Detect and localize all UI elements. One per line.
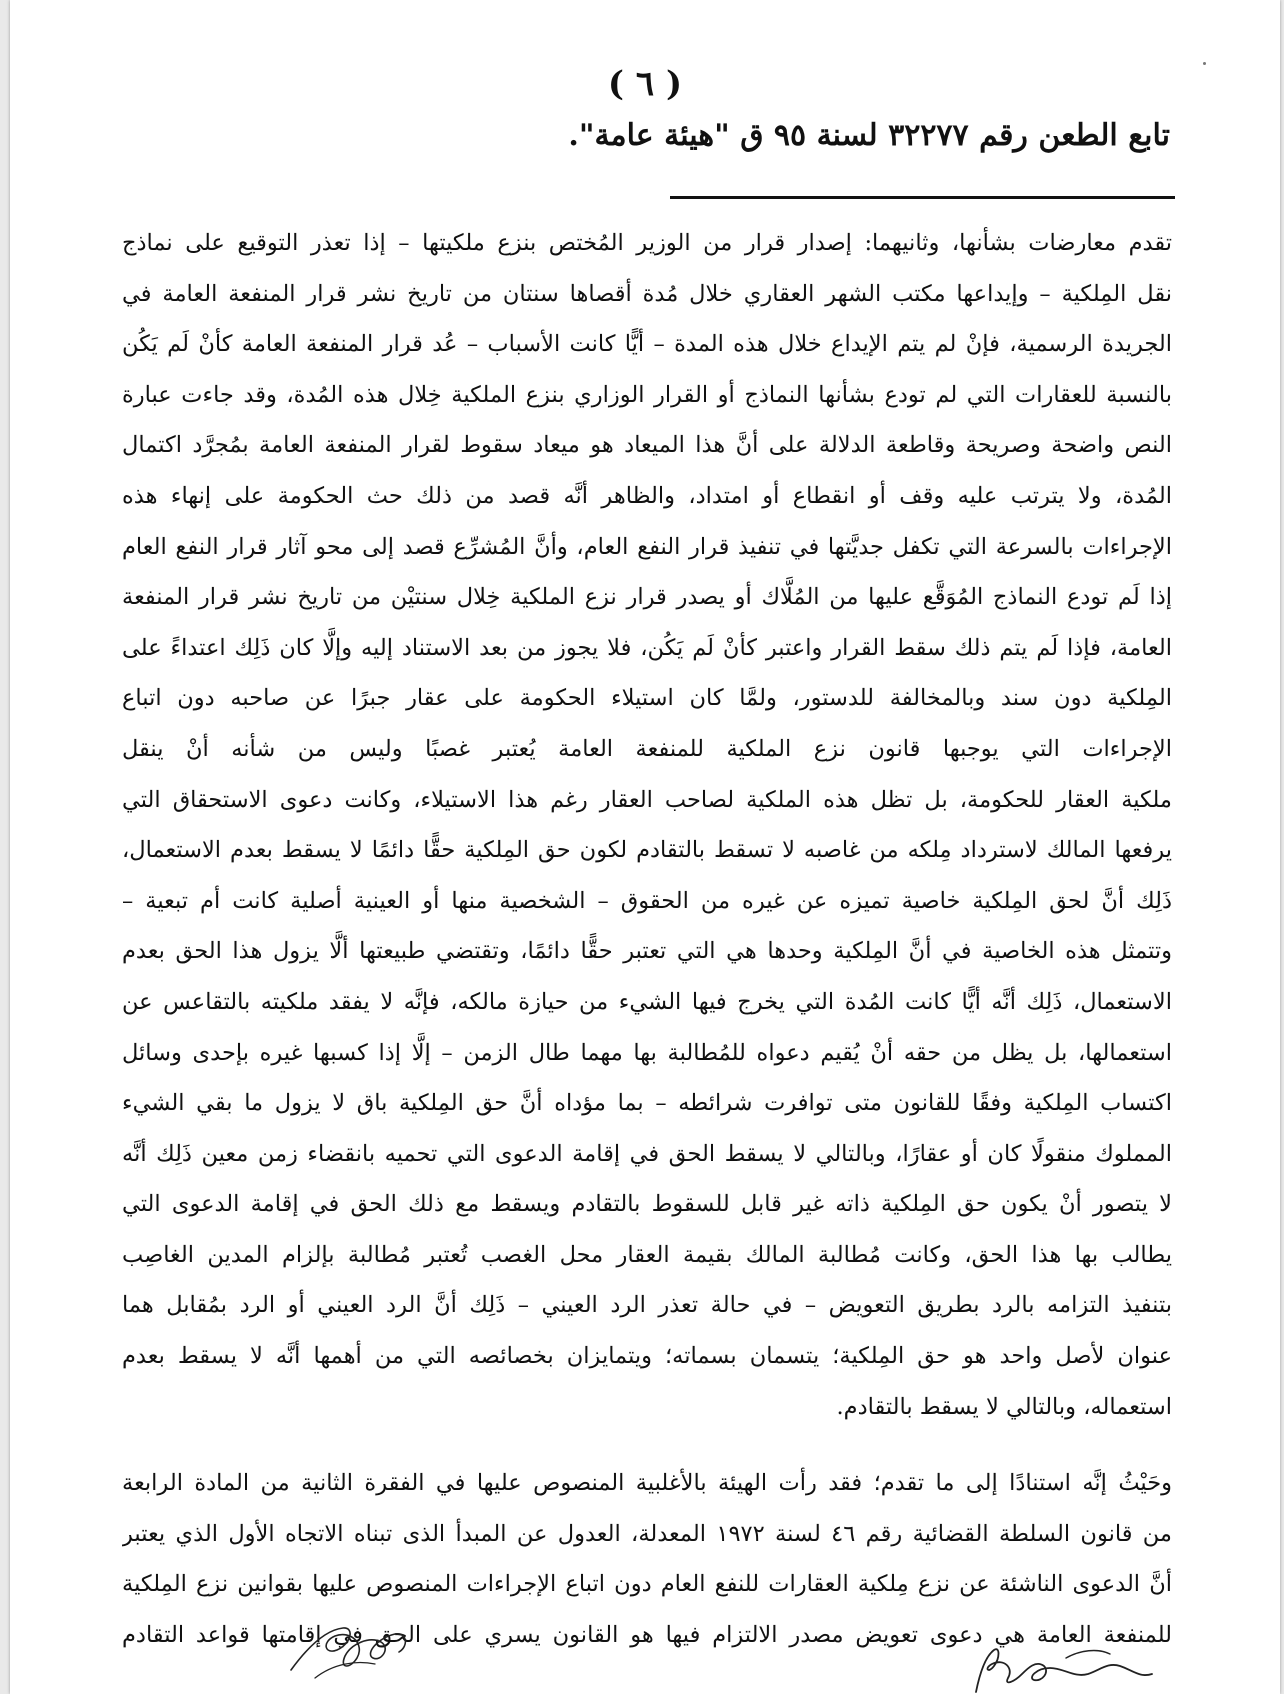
text-line: اكتساب المِلكية وفقًا للقانون متى توافرت شرائطه – بما مؤداه أنَّ حق المِلكية باق لا يزول ما بقي الشيء — [122, 1090, 1172, 1117]
body-text — [122, 218, 1172, 1661]
text-line: يرفعها المالك لاسترداد مِلكه من غاصبه لا تسقط بالتقادم لكون حق المِلكية حقًّا دائمًا لا يسقط بعدم الاستعمال، — [122, 837, 1172, 864]
text-line: المِلكية دون سند وبالمخالفة للدستور، ولمَّا كان استيلاء الحكومة على عقار جبرًا عن صاحبه دون اتباع — [122, 685, 1172, 712]
text-line: تقدم معارضات بشأنها، وثانيهما: إصدار قرار من الوزير المُختص بنزع ملكيتها – إذا تعذر التوقيع على نماذج — [122, 230, 1172, 256]
text-line: استعمالها، بل يظل من حقه أنْ يُقيم دعواه للمُطالبة بها مهما طال الزمن – إلَّا إذا كسبها غيره بإحدى وسائل — [122, 1039, 1172, 1066]
paragraph-2 — [122, 1458, 1172, 1660]
document-page — [10, 0, 1280, 1694]
text-line: يطالب بها هذا الحق، وكانت مُطالبة المالك بقيمة العقار محل الغصب تُعتبر مُطالبة بإلزام المدين الغاصِب — [122, 1241, 1172, 1268]
text-line: الجريدة الرسمية، فإنْ لم يتم الإيداع خلال هذه المدة – أيًّا كانت الأسباب – عُد قرار المنفعة العامة كأنْ لَم يَكُن — [122, 331, 1172, 358]
text-line: أنَّ الدعوى الناشئة عن نزع مِلكية العقارات للنفع العام دون اتباع الإجراءات المنصوص عليها بقوانين نزع المِلكية — [122, 1571, 1172, 1598]
text-line: الاستعمال، ذَلِك أنَّه أيًّا كانت المُدة التي يخرج فيها الشيء من حيازة مالكه، فإنَّه لا يفقد ملكيته بالتقاعس عن — [122, 988, 1172, 1015]
text-line: نقل المِلكية – وإيداعها مكتب الشهر العقاري خلال مُدة أقصاها سنتان من تاريخ نشر قرار المنفعة العامة في — [122, 280, 1172, 307]
text-line: الإجراءات التي يوجبها قانون نزع الملكية للمنفعة العامة يُعتبر غصبًا وليس من شأنه أنْ ينقل — [122, 735, 1172, 762]
text-line: لا يتصور أنْ يكون حق المِلكية ذاته غير قابل للسقوط بالتقادم ويسقط مع ذلك الحق في إقامة الدعوى التي — [122, 1191, 1172, 1218]
signature-right — [970, 1638, 1170, 1694]
text-line: بتنفيذ التزامه بالرد بطريق التعويض – في حالة تعذر الرد العيني – ذَلِك أنَّ الرد العيني أو الرد بمُقابل هما — [122, 1292, 1172, 1319]
signature-left — [285, 1608, 425, 1688]
case-title: تابع الطعن رقم ٣٢٢٧٧ لسنة ٩٥ ق "هيئة عامة". — [568, 118, 1170, 153]
text-line: استعماله، وبالتالي لا يسقط بالتقادم. — [836, 1393, 1172, 1420]
paragraph-1 — [122, 218, 1172, 1432]
text-line: النص واضحة وصريحة وقاطعة الدلالة على أنَّ هذا الميعاد هو ميعاد سقوط لقرار المنفعة العامة بمُجرَّد اكتمال — [122, 432, 1172, 459]
text-line: ملكية العقار للحكومة، بل تظل هذه الملكية لصاحب العقار رغم هذا الاستيلاء، وكانت دعوى الاستحقاق التي — [122, 786, 1172, 813]
title-underline — [670, 196, 1175, 199]
text-line: للمنفعة العامة هي دعوى تعويض مصدر الالتزام فيها هو القانون يسري على الحق في إقامتها قواعد التقادم — [122, 1622, 1172, 1649]
text-line: بالنسبة للعقارات التي لم تودع بشأنها النماذج أو القرار الوزاري بنزع الملكية خِلال هذه المُدة، وقد جاءت عبارة — [122, 381, 1172, 408]
text-line: ذَلِك أنَّ لحق المِلكية خاصية تميزه عن غيره من الحقوق – الشخصية منها أو العينية أصلية كانت أم تبعية – — [122, 887, 1172, 914]
paragraph-gap — [122, 1432, 1172, 1458]
text-line: من قانون السلطة القضائية رقم ٤٦ لسنة ١٩٧٢ المعدلة، العدول عن المبدأ الذى تبناه الاتجاه الأول الذي يعتبر — [122, 1520, 1172, 1547]
text-line: المملوك منقولًا كان أو عقارًا، وبالتالي لا يسقط الحق في إقامة الدعوى التي تحميه بانقضاء زمن معين ذَلِك أنَّه — [122, 1140, 1172, 1167]
text-line: وحَيْثُ إنَّه استنادًا إلى ما تقدم؛ فقد رأت الهيئة بالأغلبية المنصوص عليها في الفقرة الثانية من المادة الرابعة — [122, 1470, 1172, 1497]
text-line: إذا لَم تودع النماذج المُوَقَّع عليها من المُلَّاك أو يصدر قرار نزع الملكية خِلال سنتيْن من تاريخ نشر قرار المنفعة — [122, 584, 1172, 611]
text-line: وتتمثل هذه الخاصية في أنَّ المِلكية وحدها هي التي تعتبر حقًّا دائمًا، وتقتضي طبيعتها ألَّا يزول هذا الحق بعدم — [122, 938, 1172, 965]
text-line: المُدة، ولا يترتب عليه وقف أو انقطاع أو امتداد، والظاهر أنَّه قصد من ذلك حث الحكومة على إنهاء هذه — [122, 482, 1172, 509]
text-line: الإجراءات بالسرعة التي تكفل جديَّتها في تنفيذ قرار النفع العام، وأنَّ المُشرِّع قصد إلى محو آثار قرار النفع العام — [122, 533, 1172, 560]
text-line: عنوان لأصل واحد هو حق المِلكية؛ يتسمان بسماته؛ ويتمايزان بخصائصه التي من أهمها أنَّه لا يسقط بعدم — [122, 1343, 1172, 1370]
page-number: ( ٦ ) — [607, 64, 683, 104]
text-line: العامة، فإذا لَم يتم ذلك سقط القرار واعتبر كأنْ لَم يَكُن، فلا يجوز من بعد الاستناد إليه وإلَّا كان ذَلِك اعتداءً على — [122, 634, 1172, 661]
